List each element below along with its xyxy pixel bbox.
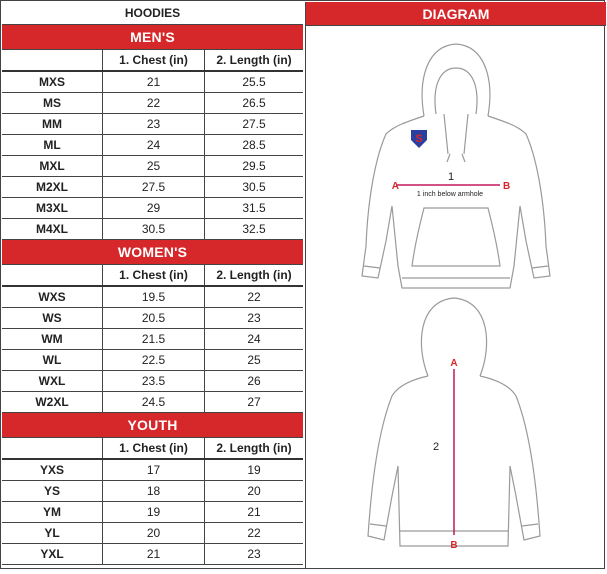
length-column-header: 2. Length (in) [216, 268, 292, 282]
measure-2-label: 2 [432, 441, 440, 453]
section-header: YOUTH [2, 413, 303, 438]
length-cell: 26.5 [242, 96, 266, 110]
table-row [2, 544, 303, 565]
length-cell: 28.5 [242, 138, 266, 152]
length-cell: 19 [247, 463, 261, 477]
size-cell: MXS [2, 72, 103, 92]
front-point-b: B [503, 181, 511, 192]
chest-cell: 22.5 [103, 350, 205, 370]
chest-column-header: 1. Chest (in) [103, 265, 205, 285]
size-cell: MS [2, 93, 103, 113]
length-cell: 21 [247, 505, 261, 519]
section-header: MEN'S [2, 25, 303, 50]
length-column-header: 2. Length (in) [216, 441, 292, 455]
table-row [2, 350, 303, 371]
table-row [2, 156, 303, 177]
size-cell: M2XL [2, 177, 103, 197]
svg-text:S: S [415, 133, 423, 145]
measure-1-label: 1 [447, 171, 455, 183]
back-point-b: B [450, 540, 458, 551]
chest-cell: 17 [103, 460, 205, 480]
size-column-header [2, 265, 103, 285]
chest-cell: 23 [103, 114, 205, 134]
length-cell: 23 [247, 547, 261, 561]
chest-cell: 30.5 [103, 219, 205, 239]
size-cell: M3XL [2, 198, 103, 218]
size-cell: YM [2, 502, 103, 522]
diagram-title: DIAGRAM [306, 2, 606, 26]
length-cell: 23 [247, 311, 261, 325]
column-header-row [2, 265, 303, 287]
table-row [2, 177, 303, 198]
chest-cell: 20.5 [103, 308, 205, 328]
table-row [2, 198, 303, 219]
length-cell: 30.5 [242, 180, 266, 194]
length-cell: 27 [247, 395, 261, 409]
table-row [2, 135, 303, 156]
size-cell: YXL [2, 544, 103, 564]
size-cell: W2XL [2, 392, 103, 412]
diagram-panel [305, 2, 606, 569]
table-row [2, 219, 303, 240]
hoodie-diagram [306, 26, 606, 569]
length-cell: 24 [247, 332, 261, 346]
length-cell: 22 [247, 526, 261, 540]
table-row [2, 72, 303, 93]
back-point-a: A [450, 358, 458, 369]
chest-cell: 29 [103, 198, 205, 218]
table-row [2, 371, 303, 392]
size-cell: YXS [2, 460, 103, 480]
chest-cell: 23.5 [103, 371, 205, 391]
table-row [2, 481, 303, 502]
chest-cell: 27.5 [103, 177, 205, 197]
front-hoodie-drawing [362, 44, 550, 288]
length-cell: 29.5 [242, 159, 266, 173]
column-header-row [2, 50, 303, 72]
size-cell: MXL [2, 156, 103, 176]
chest-cell: 22 [103, 93, 205, 113]
table-row [2, 93, 303, 114]
size-cell: ML [2, 135, 103, 155]
chart-title: HOODIES [2, 2, 303, 25]
chest-column-header: 1. Chest (in) [103, 50, 205, 70]
table-row [2, 308, 303, 329]
size-table [2, 2, 303, 565]
chest-cell: 21.5 [103, 329, 205, 349]
brand-logo [411, 130, 427, 148]
length-cell: 25.5 [242, 75, 266, 89]
chest-cell: 19 [103, 502, 205, 522]
length-cell: 31.5 [242, 201, 266, 215]
table-row [2, 460, 303, 481]
column-header-row [2, 438, 303, 460]
table-row [2, 287, 303, 308]
armhole-note: 1 inch below armhole [416, 191, 484, 198]
size-cell: WL [2, 350, 103, 370]
size-cell: WM [2, 329, 103, 349]
length-cell: 26 [247, 374, 261, 388]
chest-cell: 24.5 [103, 392, 205, 412]
table-row [2, 392, 303, 413]
length-cell: 25 [247, 353, 261, 367]
chest-cell: 21 [103, 544, 205, 564]
chest-cell: 25 [103, 156, 205, 176]
length-cell: 32.5 [242, 222, 266, 236]
size-cell: WXL [2, 371, 103, 391]
length-cell: 22 [247, 290, 261, 304]
size-cell: WS [2, 308, 103, 328]
chest-cell: 19.5 [103, 287, 205, 307]
chest-cell: 21 [103, 72, 205, 92]
size-cell: YS [2, 481, 103, 501]
table-row [2, 114, 303, 135]
size-cell: WXS [2, 287, 103, 307]
size-cell: MM [2, 114, 103, 134]
chest-cell: 20 [103, 523, 205, 543]
front-point-a: A [391, 181, 399, 192]
length-cell: 20 [247, 484, 261, 498]
length-cell: 27.5 [242, 117, 266, 131]
chest-column-header: 1. Chest (in) [103, 438, 205, 458]
chest-cell: 24 [103, 135, 205, 155]
size-column-header [2, 438, 103, 458]
table-row [2, 523, 303, 544]
size-cell: YL [2, 523, 103, 543]
length-column-header: 2. Length (in) [216, 53, 292, 67]
size-cell: M4XL [2, 219, 103, 239]
section-header: WOMEN'S [2, 240, 303, 265]
table-row [2, 329, 303, 350]
chest-cell: 18 [103, 481, 205, 501]
table-row [2, 502, 303, 523]
size-column-header [2, 50, 103, 70]
